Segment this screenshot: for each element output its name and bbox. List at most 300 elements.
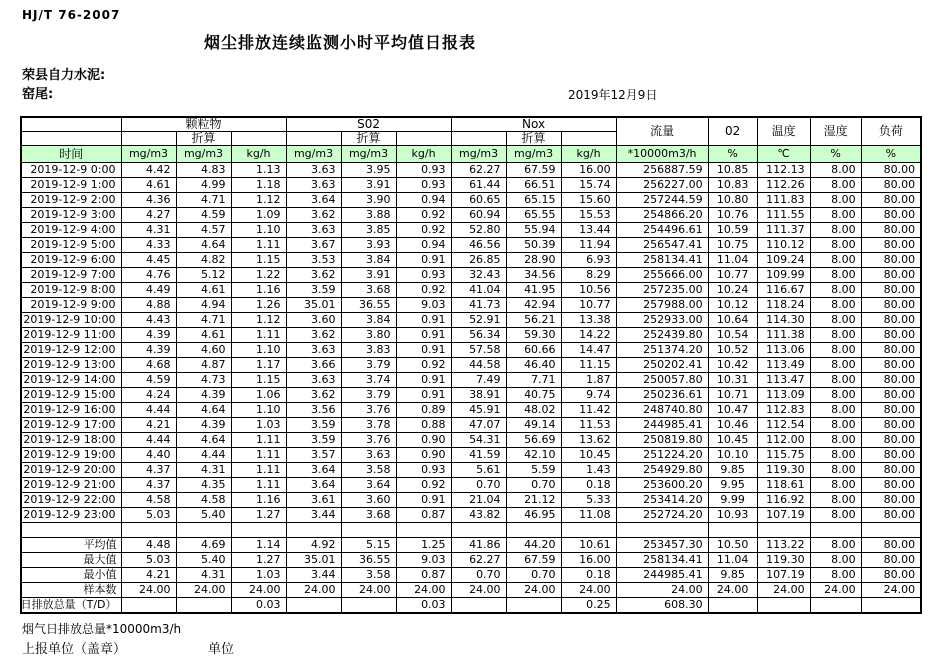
value-cell: 38.91: [451, 388, 506, 403]
summary-value-cell: 24.00: [176, 583, 231, 598]
summary-value-cell: [341, 598, 396, 614]
value-cell: 3.88: [341, 208, 396, 223]
converted-label-so2: 折算: [341, 132, 396, 146]
value-cell: 4.61: [121, 178, 176, 193]
value-cell: 8.00: [810, 463, 861, 478]
unit-cell: mg/m3: [451, 146, 506, 163]
separator-row: [21, 523, 921, 538]
value-cell: 3.62: [286, 208, 341, 223]
value-cell: 0.92: [396, 283, 451, 298]
time-cell: 2019-12-9 18:00: [21, 433, 121, 448]
value-cell: 1.11: [231, 463, 286, 478]
value-cell: 0.91: [396, 388, 451, 403]
empty-cell: [757, 523, 810, 538]
value-cell: 0.93: [396, 268, 451, 283]
summary-value-cell: 3.58: [341, 568, 396, 583]
summary-value-cell: 107.19: [757, 568, 810, 583]
value-cell: 244985.41: [616, 418, 708, 433]
value-cell: 4.71: [176, 193, 231, 208]
summary-row: [21, 568, 921, 583]
summary-value-cell: 24.00: [341, 583, 396, 598]
unit-header-row: [21, 146, 921, 163]
summary-value-cell: 80.00: [861, 538, 921, 553]
report-table: [20, 116, 922, 614]
value-cell: 3.76: [341, 403, 396, 418]
empty-cell: [286, 523, 341, 538]
unit-cell: kg/h: [396, 146, 451, 163]
value-cell: 0.92: [396, 478, 451, 493]
value-cell: 0.93: [396, 178, 451, 193]
value-cell: 0.93: [396, 163, 451, 178]
summary-value-cell: 0.87: [396, 568, 451, 583]
value-cell: 4.73: [176, 373, 231, 388]
value-cell: 3.91: [341, 268, 396, 283]
group-header-temp: 温度: [757, 117, 810, 146]
location-label: 窑尾:: [22, 87, 54, 102]
value-cell: 251374.20: [616, 343, 708, 358]
time-cell: 2019-12-9 12:00: [21, 343, 121, 358]
value-cell: 1.11: [231, 238, 286, 253]
unit-cell: mg/m3: [176, 146, 231, 163]
summary-label: [21, 598, 121, 614]
time-cell: 2019-12-9 2:00: [21, 193, 121, 208]
value-cell: 10.85: [708, 163, 757, 178]
table-row: [21, 418, 921, 433]
value-cell: 252439.80: [616, 328, 708, 343]
summary-value-cell: 80.00: [861, 568, 921, 583]
summary-value-cell: 24.00: [451, 583, 506, 598]
table-row: [21, 508, 921, 523]
table-row: [21, 328, 921, 343]
value-cell: 9.74: [561, 388, 616, 403]
value-cell: 110.12: [757, 238, 810, 253]
value-cell: 0.91: [396, 253, 451, 268]
time-cell: 2019-12-9 15:00: [21, 388, 121, 403]
value-cell: 80.00: [861, 238, 921, 253]
spacer-cell: [451, 132, 506, 146]
value-cell: 252724.20: [616, 508, 708, 523]
value-cell: 10.77: [708, 268, 757, 283]
reporting-unit-label: 上报单位（盖章）: [22, 642, 127, 657]
value-cell: 1.06: [231, 388, 286, 403]
empty-cell: [810, 523, 861, 538]
value-cell: 3.60: [341, 493, 396, 508]
summary-value-cell: 24.00: [861, 583, 921, 598]
summary-value-cell: 4.48: [121, 538, 176, 553]
value-cell: 0.70: [506, 478, 561, 493]
value-cell: 10.93: [708, 508, 757, 523]
value-cell: 3.62: [286, 388, 341, 403]
value-cell: 13.44: [561, 223, 616, 238]
value-cell: 3.56: [286, 403, 341, 418]
value-cell: 4.40: [121, 448, 176, 463]
value-cell: 10.24: [708, 283, 757, 298]
value-cell: 0.90: [396, 448, 451, 463]
table-row: [21, 208, 921, 223]
value-cell: 80.00: [861, 253, 921, 268]
value-cell: 8.00: [810, 478, 861, 493]
report-date: 2019年12月9日: [568, 88, 658, 102]
value-cell: 11.15: [561, 358, 616, 373]
group-header-so2: S02: [286, 117, 451, 132]
value-cell: 3.67: [286, 238, 341, 253]
value-cell: 109.99: [757, 268, 810, 283]
value-cell: 9.99: [708, 493, 757, 508]
table-row: [21, 478, 921, 493]
summary-value-cell: 5.15: [341, 538, 396, 553]
value-cell: 80.00: [861, 328, 921, 343]
value-cell: 56.21: [506, 313, 561, 328]
value-cell: 4.44: [121, 433, 176, 448]
value-cell: 5.61: [451, 463, 506, 478]
summary-value-cell: 0.70: [506, 568, 561, 583]
value-cell: 10.77: [561, 298, 616, 313]
value-cell: 3.63: [286, 223, 341, 238]
summary-value-cell: 0.03: [396, 598, 451, 614]
value-cell: 112.26: [757, 178, 810, 193]
value-cell: 80.00: [861, 283, 921, 298]
value-cell: 3.64: [286, 463, 341, 478]
time-header-spacer: [21, 117, 121, 132]
value-cell: 0.92: [396, 223, 451, 238]
table-row: [21, 193, 921, 208]
standard-code: HJ/T 76-2007: [22, 8, 121, 22]
value-cell: 3.78: [341, 418, 396, 433]
unit-cell: *10000m3/h: [616, 146, 708, 163]
value-cell: 0.87: [396, 508, 451, 523]
summary-label: [21, 583, 121, 598]
summary-value-cell: [176, 598, 231, 614]
value-cell: 3.63: [286, 373, 341, 388]
table-row: [21, 268, 921, 283]
value-cell: 8.00: [810, 238, 861, 253]
table-row: [21, 373, 921, 388]
value-cell: 3.61: [286, 493, 341, 508]
value-cell: 49.14: [506, 418, 561, 433]
value-cell: 44.58: [451, 358, 506, 373]
value-cell: 80.00: [861, 163, 921, 178]
value-cell: 14.47: [561, 343, 616, 358]
value-cell: 4.37: [121, 478, 176, 493]
unit-cell: mg/m3: [121, 146, 176, 163]
value-cell: 59.30: [506, 328, 561, 343]
value-cell: 8.00: [810, 313, 861, 328]
empty-cell: [396, 523, 451, 538]
converted-label-nox: 折算: [506, 132, 561, 146]
value-cell: 11.42: [561, 403, 616, 418]
table-row: [21, 388, 921, 403]
value-cell: 5.59: [506, 463, 561, 478]
value-cell: 21.04: [451, 493, 506, 508]
summary-value-cell: 24.00: [396, 583, 451, 598]
value-cell: 3.90: [341, 193, 396, 208]
summary-value-cell: 16.00: [561, 553, 616, 568]
value-cell: 3.84: [341, 253, 396, 268]
value-cell: 8.00: [810, 343, 861, 358]
value-cell: 4.31: [121, 223, 176, 238]
value-cell: 1.12: [231, 313, 286, 328]
table-row: [21, 343, 921, 358]
value-cell: 9.85: [708, 463, 757, 478]
summary-value-cell: 5.03: [121, 553, 176, 568]
value-cell: 10.10: [708, 448, 757, 463]
value-cell: 255666.00: [616, 268, 708, 283]
value-cell: 257244.59: [616, 193, 708, 208]
value-cell: 4.37: [121, 463, 176, 478]
value-cell: 80.00: [861, 268, 921, 283]
spacer-cell: [231, 132, 286, 146]
value-cell: 56.34: [451, 328, 506, 343]
value-cell: 3.79: [341, 358, 396, 373]
value-cell: 9.95: [708, 478, 757, 493]
value-cell: 4.87: [176, 358, 231, 373]
summary-value-cell: 4.69: [176, 538, 231, 553]
value-cell: 0.88: [396, 418, 451, 433]
summary-row: [21, 598, 921, 614]
time-cell: 2019-12-9 14:00: [21, 373, 121, 388]
summary-row: [21, 583, 921, 598]
unit-cell: %: [810, 146, 861, 163]
value-cell: 5.33: [561, 493, 616, 508]
value-cell: 3.59: [286, 433, 341, 448]
value-cell: 1.10: [231, 223, 286, 238]
value-cell: 4.44: [176, 448, 231, 463]
empty-cell: [451, 523, 506, 538]
time-cell: 2019-12-9 0:00: [21, 163, 121, 178]
value-cell: 62.27: [451, 163, 506, 178]
value-cell: 80.00: [861, 358, 921, 373]
time-cell: 2019-12-9 11:00: [21, 328, 121, 343]
summary-value-cell: [286, 598, 341, 614]
value-cell: 3.63: [286, 343, 341, 358]
spacer-cell: [21, 132, 121, 146]
value-cell: 10.46: [708, 418, 757, 433]
empty-cell: [21, 523, 121, 538]
value-cell: 111.55: [757, 208, 810, 223]
value-cell: 3.57: [286, 448, 341, 463]
summary-value-cell: 36.55: [341, 553, 396, 568]
value-cell: 8.00: [810, 193, 861, 208]
value-cell: 16.00: [561, 163, 616, 178]
value-cell: 1.27: [231, 508, 286, 523]
value-cell: 3.79: [341, 388, 396, 403]
value-cell: 10.76: [708, 208, 757, 223]
value-cell: 4.99: [176, 178, 231, 193]
value-cell: 4.39: [176, 388, 231, 403]
value-cell: 113.47: [757, 373, 810, 388]
value-cell: 3.59: [286, 283, 341, 298]
value-cell: 1.11: [231, 478, 286, 493]
value-cell: 3.62: [286, 268, 341, 283]
value-cell: 4.45: [121, 253, 176, 268]
value-cell: 80.00: [861, 448, 921, 463]
value-cell: 4.35: [176, 478, 231, 493]
unit-cell: mg/m3: [341, 146, 396, 163]
value-cell: 41.95: [506, 283, 561, 298]
value-cell: 1.87: [561, 373, 616, 388]
value-cell: 4.44: [121, 403, 176, 418]
value-cell: 26.85: [451, 253, 506, 268]
summary-value-cell: 0.18: [561, 568, 616, 583]
summary-value-cell: [451, 598, 506, 614]
value-cell: 15.53: [561, 208, 616, 223]
value-cell: 67.59: [506, 163, 561, 178]
group-header-o2: 02: [708, 117, 757, 146]
spacer-cell: [286, 132, 341, 146]
value-cell: 111.83: [757, 193, 810, 208]
value-cell: 3.95: [341, 163, 396, 178]
time-cell: 2019-12-9 23:00: [21, 508, 121, 523]
value-cell: 15.60: [561, 193, 616, 208]
value-cell: 60.94: [451, 208, 506, 223]
summary-value-cell: 9.03: [396, 553, 451, 568]
summary-value-cell: 1.14: [231, 538, 286, 553]
value-cell: 116.92: [757, 493, 810, 508]
value-cell: 8.00: [810, 418, 861, 433]
value-cell: 8.00: [810, 358, 861, 373]
value-cell: 65.15: [506, 193, 561, 208]
value-cell: 107.19: [757, 508, 810, 523]
value-cell: 50.39: [506, 238, 561, 253]
value-cell: 119.30: [757, 463, 810, 478]
value-cell: 3.59: [286, 418, 341, 433]
value-cell: 4.31: [176, 463, 231, 478]
value-cell: 10.54: [708, 328, 757, 343]
value-cell: 80.00: [861, 373, 921, 388]
value-cell: 40.75: [506, 388, 561, 403]
unit-cell: kg/h: [561, 146, 616, 163]
value-cell: 0.92: [396, 208, 451, 223]
value-cell: 116.67: [757, 283, 810, 298]
value-cell: 8.00: [810, 433, 861, 448]
summary-value-cell: 24.00: [561, 583, 616, 598]
time-header: 时间: [21, 146, 121, 163]
value-cell: 80.00: [861, 313, 921, 328]
summary-value-cell: 10.50: [708, 538, 757, 553]
value-cell: 4.61: [176, 283, 231, 298]
value-cell: 60.65: [451, 193, 506, 208]
table-row: [21, 253, 921, 268]
summary-value-cell: 24.00: [231, 583, 286, 598]
value-cell: 1.22: [231, 268, 286, 283]
value-cell: 10.45: [561, 448, 616, 463]
table-row: [21, 178, 921, 193]
spacer-cell: [396, 132, 451, 146]
value-cell: 115.75: [757, 448, 810, 463]
value-cell: 4.82: [176, 253, 231, 268]
value-cell: 3.68: [341, 508, 396, 523]
summary-value-cell: [121, 598, 176, 614]
group-header-load: 负荷: [861, 117, 921, 146]
value-cell: 0.91: [396, 328, 451, 343]
value-cell: 3.85: [341, 223, 396, 238]
value-cell: 0.92: [396, 358, 451, 373]
time-cell: 2019-12-9 16:00: [21, 403, 121, 418]
value-cell: 3.62: [286, 328, 341, 343]
value-cell: 4.88: [121, 298, 176, 313]
empty-cell: [121, 523, 176, 538]
value-cell: 254929.80: [616, 463, 708, 478]
summary-row: [21, 553, 921, 568]
value-cell: 4.64: [176, 238, 231, 253]
value-cell: 57.58: [451, 343, 506, 358]
value-cell: 3.58: [341, 463, 396, 478]
summary-value-cell: 24.00: [121, 583, 176, 598]
value-cell: 0.90: [396, 433, 451, 448]
summary-value-cell: 67.59: [506, 553, 561, 568]
value-cell: 32.43: [451, 268, 506, 283]
summary-value-cell: 1.25: [396, 538, 451, 553]
value-cell: 4.57: [176, 223, 231, 238]
value-cell: 1.17: [231, 358, 286, 373]
value-cell: 11.94: [561, 238, 616, 253]
value-cell: 11.53: [561, 418, 616, 433]
value-cell: 8.00: [810, 448, 861, 463]
value-cell: 256547.41: [616, 238, 708, 253]
summary-label-text: 最小值: [83, 568, 117, 581]
value-cell: 35.01: [286, 298, 341, 313]
value-cell: 10.83: [708, 178, 757, 193]
summary-value-cell: 4.92: [286, 538, 341, 553]
unit-cell: %: [861, 146, 921, 163]
value-cell: 3.44: [286, 508, 341, 523]
value-cell: 80.00: [861, 343, 921, 358]
company-name: 荣县自力水泥:: [22, 68, 106, 83]
value-cell: 4.27: [121, 208, 176, 223]
value-cell: 250057.80: [616, 373, 708, 388]
value-cell: 3.91: [341, 178, 396, 193]
summary-value-cell: [708, 598, 757, 614]
summary-value-cell: 8.00: [810, 553, 861, 568]
value-cell: 1.15: [231, 253, 286, 268]
value-cell: 0.91: [396, 343, 451, 358]
value-cell: 1.18: [231, 178, 286, 193]
table-row: [21, 433, 921, 448]
value-cell: 0.91: [396, 373, 451, 388]
value-cell: 8.00: [810, 253, 861, 268]
value-cell: 80.00: [861, 208, 921, 223]
value-cell: 256227.00: [616, 178, 708, 193]
value-cell: 0.89: [396, 403, 451, 418]
summary-value-cell: 1.03: [231, 568, 286, 583]
value-cell: 54.31: [451, 433, 506, 448]
value-cell: 1.12: [231, 193, 286, 208]
value-cell: 80.00: [861, 388, 921, 403]
summary-label-text: 最大值: [83, 553, 117, 566]
value-cell: 8.00: [810, 328, 861, 343]
value-cell: 4.24: [121, 388, 176, 403]
value-cell: 0.93: [396, 463, 451, 478]
empty-cell: [176, 523, 231, 538]
value-cell: 8.00: [810, 178, 861, 193]
value-cell: 36.55: [341, 298, 396, 313]
value-cell: 10.31: [708, 373, 757, 388]
summary-value-cell: 0.25: [561, 598, 616, 614]
spacer-cell: [561, 132, 616, 146]
time-cell: 2019-12-9 5:00: [21, 238, 121, 253]
value-cell: 0.91: [396, 493, 451, 508]
value-cell: 4.64: [176, 403, 231, 418]
value-cell: 256887.59: [616, 163, 708, 178]
unit-cell: kg/h: [231, 146, 286, 163]
value-cell: 109.24: [757, 253, 810, 268]
table-row: [21, 358, 921, 373]
value-cell: 42.94: [506, 298, 561, 313]
value-cell: 3.83: [341, 343, 396, 358]
summary-value-cell: 258134.41: [616, 553, 708, 568]
unit-cell: ℃: [757, 146, 810, 163]
value-cell: 10.80: [708, 193, 757, 208]
